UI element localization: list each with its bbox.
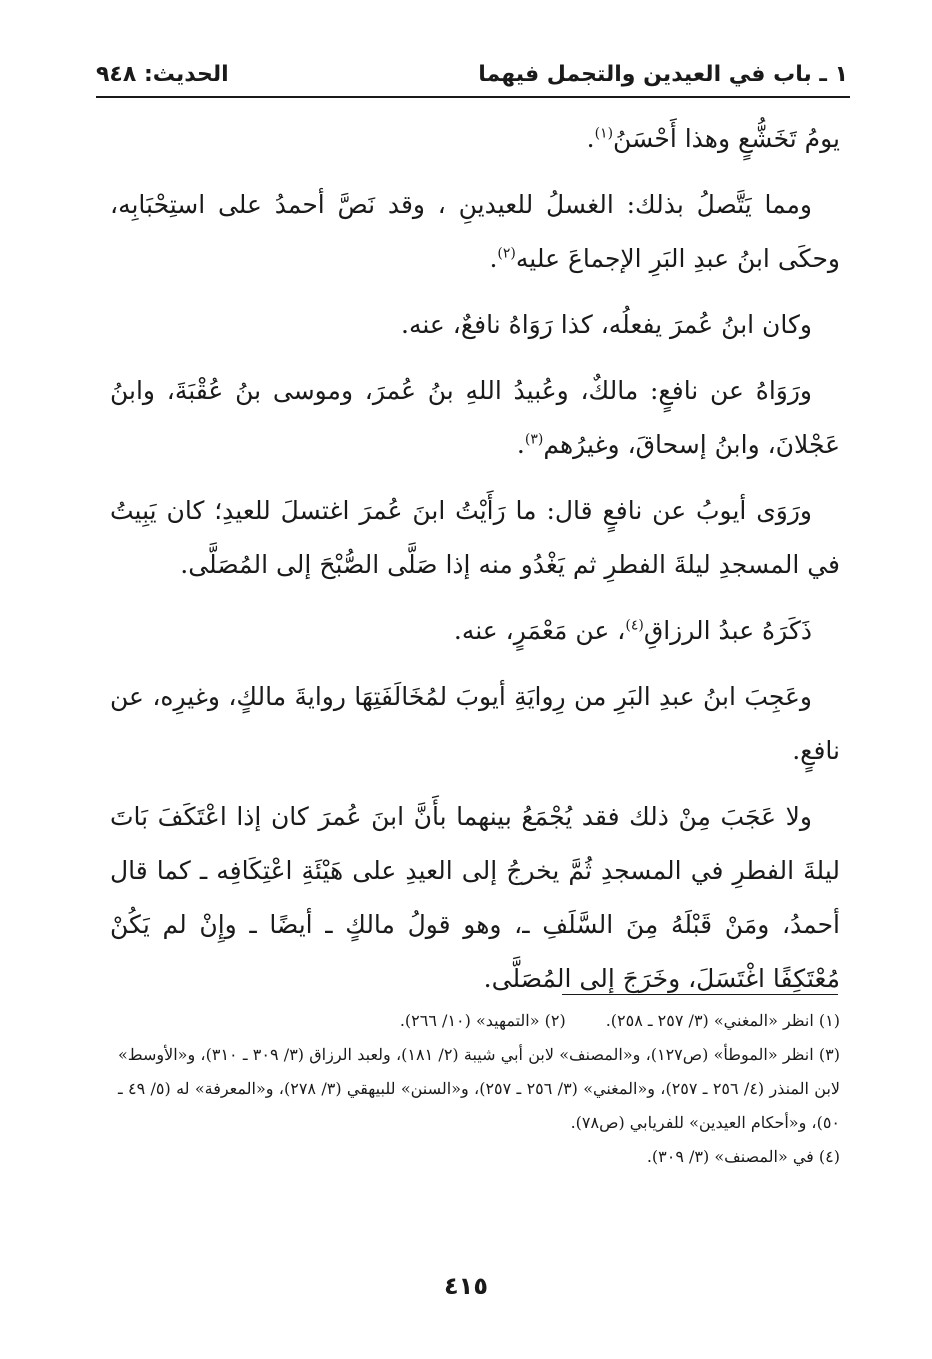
footnote-2: (٢) «التمهيد» (١٠/ ٢٦٦). bbox=[399, 1011, 566, 1030]
footnote-3: (٣) انظر «الموطأ» (ص١٢٧)، و«المصنف» لابن أبي شيبة (٢/ ١٨١)، ولعبد الرزاق (٣/ ٣٠٩ ـ ٣١٠)، و«الأوسط» لابن المنذر (٤/ ٢٥٦ ـ ٢٥٧)، و«المغني» (٣/ ٢٥٦ ـ ٢٥٧)، و«السنن» للبيهقي (٣/ ٢٧٨)، و«المعرفة» له (٥/ ٤٩ ـ ٥٠)، و«أحكام العيدين» للفريابي (ص٧٨). bbox=[118, 1045, 841, 1132]
footnote-divider bbox=[562, 994, 838, 995]
hadith-number: الحديث: ٩٤٨ bbox=[96, 62, 229, 87]
footnote-row-1 bbox=[118, 1004, 840, 1038]
page-number: ٤١٥ bbox=[444, 1272, 488, 1300]
paragraph-2-end: . bbox=[489, 244, 498, 273]
footnote-ref-4: (٤) bbox=[625, 617, 644, 634]
footnotes bbox=[118, 1004, 840, 1174]
paragraph-1-end: . bbox=[586, 124, 595, 153]
paragraph-6 bbox=[110, 604, 840, 658]
paragraph-2-text: ومما يَتَّصلُ بذلك: الغسلُ للعيدينِ ، وقد نَصَّ أحمدُ على استِحْبَابِه، وحكَى ابنُ عبدِ البَرِ الإجماعَ عليه bbox=[110, 190, 840, 273]
footnote-4: (٤) في «المصنف» (٣/ ٣٠٩). bbox=[646, 1147, 840, 1166]
paragraph-6-text: ذَكَرَهُ عبدُ الرزاقِ bbox=[643, 616, 812, 645]
paragraph-7: وعَجِبَ ابنُ عبدِ البَرِ من رِوايَةِ أيوبَ لمُخَالَفَتِهَا روايةَ مالكٍ، وغيرِه، عن نافعٍ. bbox=[110, 682, 840, 765]
footnote-ref-3: (٣) bbox=[524, 431, 544, 448]
paragraph-3: وكان ابنُ عُمرَ يفعلُه، كذا رَوَاهُ نافعٌ، عنه. bbox=[401, 310, 812, 339]
paragraph-4-text: ورَوَاهُ عن نافعٍ: مالكٌ، وعُبيدُ اللهِ بنُ عُمرَ، وموسى بنُ عُقْبَةَ، وابنُ عَجْلانَ، وابنُ إسحاقَ، وغيرُهم bbox=[110, 376, 840, 459]
paragraph-1 bbox=[110, 112, 840, 166]
paragraph-4 bbox=[110, 364, 840, 472]
running-header bbox=[96, 60, 848, 96]
footnote-1: (١) انظر «المغني» (٣/ ٢٥٧ ـ ٢٥٨). bbox=[605, 1011, 840, 1030]
paragraph-5: ورَوَى أيوبُ عن نافعٍ قال: ما رَأَيْتُ ابنَ عُمرَ اغتسلَ للعيدِ؛ كان يَبِيتُ في المسجدِ ليلةَ الفطرِ ثم يَغْدُو منه إذا صَلَّى الصُّبْحَ إلى المُصَلَّى. bbox=[110, 496, 840, 579]
paragraph-1-text: يومُ تَخَشُّعٍ وهذا أَحْسَنُ bbox=[613, 124, 840, 153]
paragraph-8: ولا عَجَبَ مِنْ ذلك فقد يُجْمَعُ بينهما بأَنَّ ابنَ عُمرَ كان إذا اعْتَكَفَ بَاتَ ليلةَ الفطرِ في المسجدِ ثُمَّ يخرجُ إلى العيدِ على هَيْئَةِ اعْتِكَافِه ـ كما قال أحمدُ، ومَنْ قَبْلَهُ مِنَ السَّلَفِ ـ، وهو قولُ مالكٍ ـ أيضًا ـ وإِنْ لم يَكُنْ مُعْتَكِفًا اغْتَسَلَ، وخَرَجَ إلى المُصَلَّى. bbox=[110, 802, 840, 993]
footnote-ref-2: (٢) bbox=[497, 245, 516, 262]
paragraph-2 bbox=[110, 178, 840, 286]
paragraph-6-end: ، عن مَعْمَرٍ، عنه. bbox=[453, 616, 626, 645]
header-divider bbox=[96, 96, 850, 98]
footnote-ref-1: (١) bbox=[594, 125, 614, 142]
chapter-title: ١ ـ باب في العيدين والتجمل فيهما bbox=[478, 62, 848, 87]
main-text bbox=[110, 112, 840, 1018]
paragraph-4-end: . bbox=[516, 430, 525, 459]
